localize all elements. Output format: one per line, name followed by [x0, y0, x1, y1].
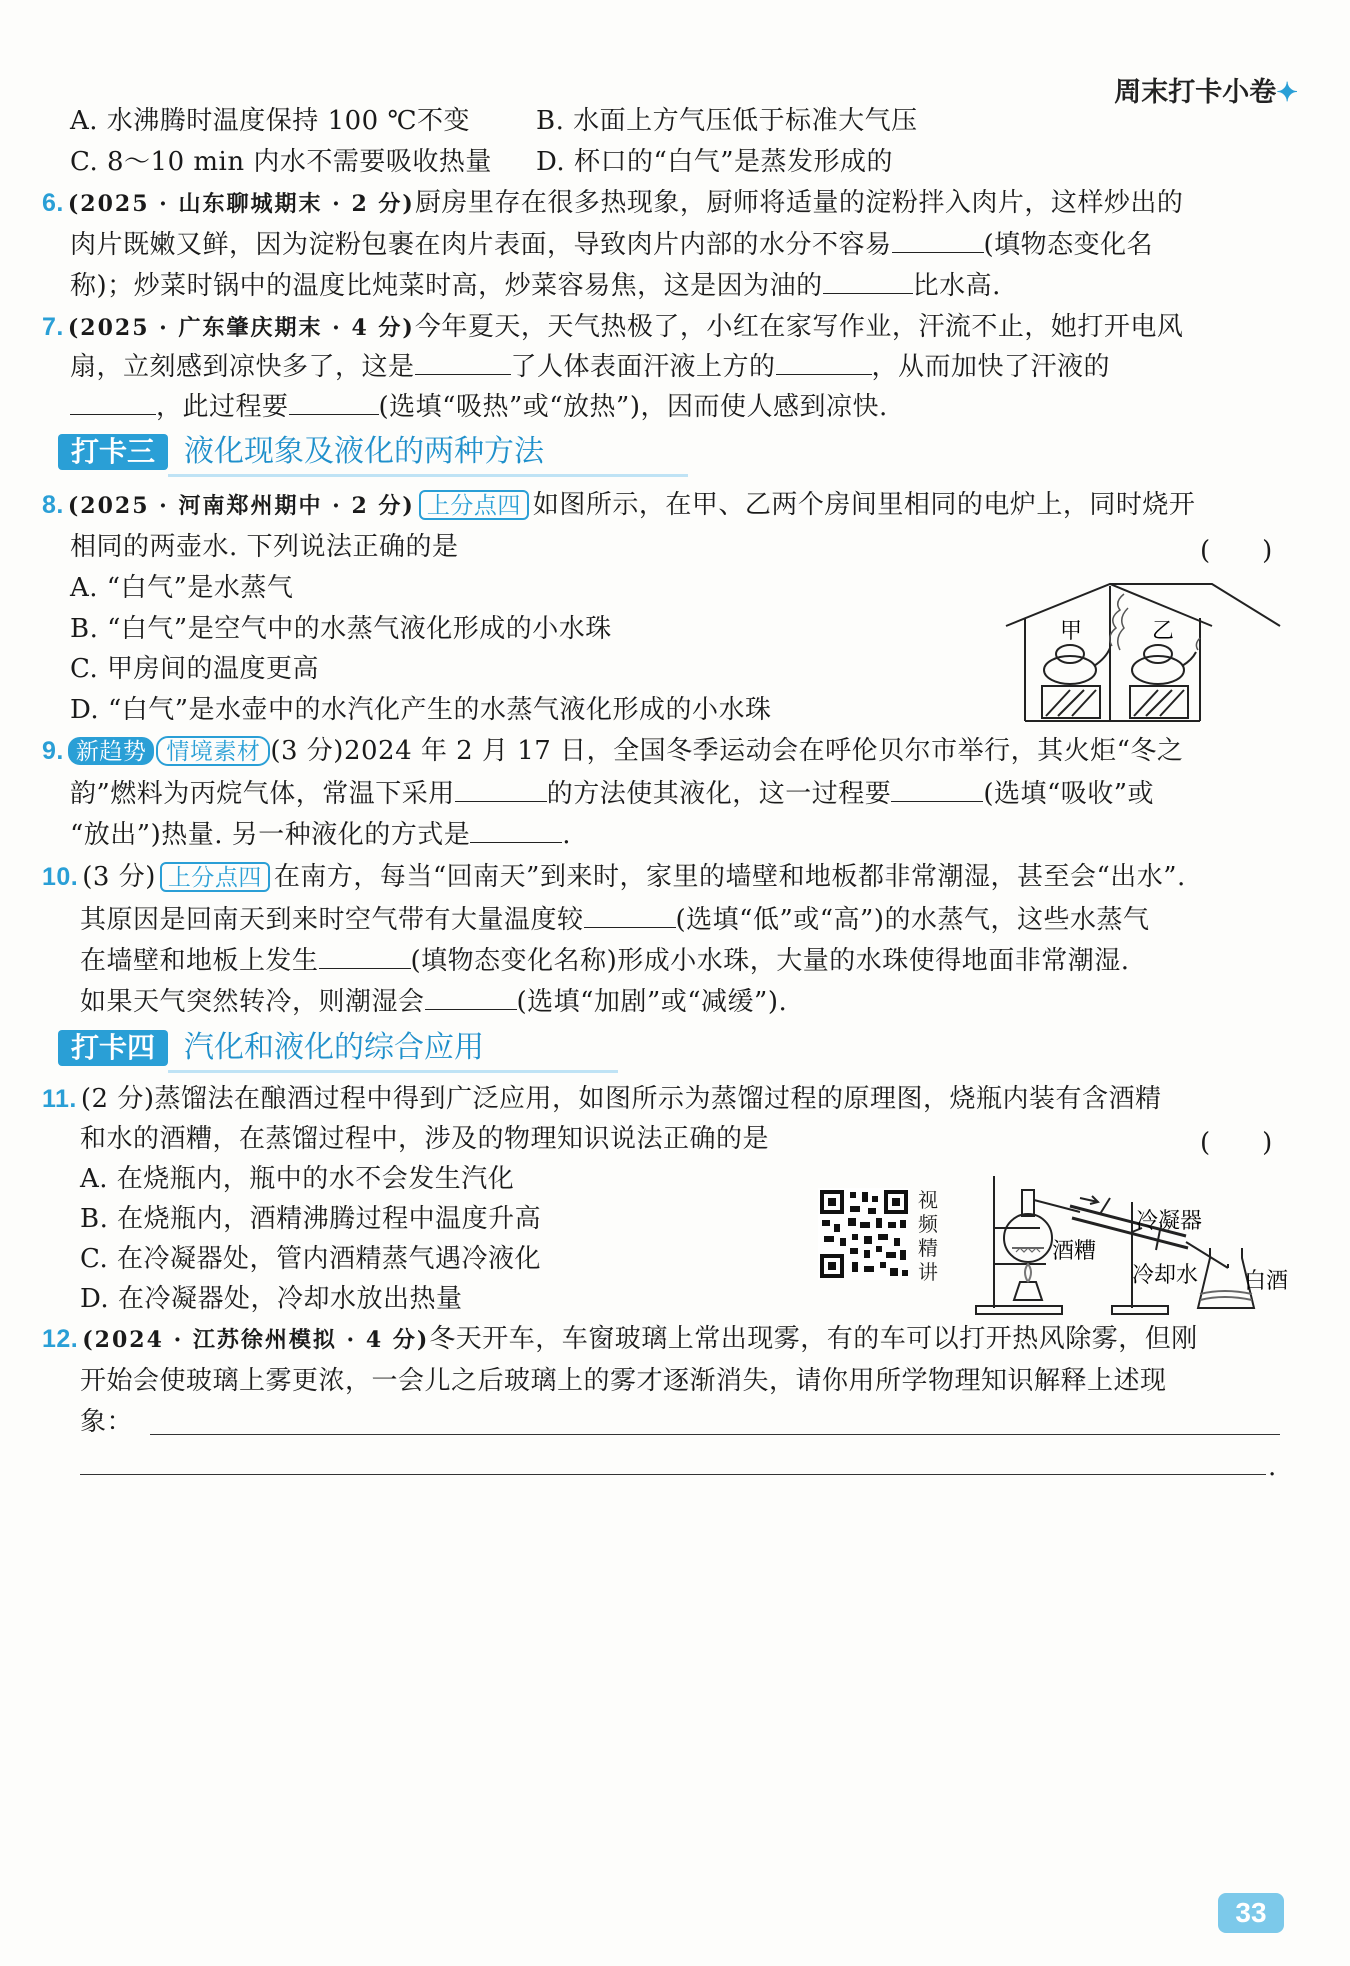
q5-option-b: B. 水面上方气压低于标准大气压	[536, 106, 918, 136]
q11-line-2: 和水的酒糟，在蒸馏过程中，涉及的物理知识说法正确的是	[80, 1124, 770, 1154]
q9-blank-1[interactable]	[455, 777, 547, 802]
qr-caption-char: 视	[918, 1188, 938, 1212]
q9-blank-3[interactable]	[470, 818, 562, 843]
q11-text-1: (2 分)蒸馏法在酿酒过程中得到广泛应用，如图所示为蒸馏过程的原理图，烧瓶内装有含酒精	[80, 1084, 1162, 1114]
fig-label-cooling-water: 冷却水	[1132, 1263, 1199, 1288]
qr-caption-char: 精	[918, 1236, 938, 1260]
q9-number: 9.	[42, 737, 64, 765]
page-number: 33	[1218, 1893, 1284, 1933]
q5-option-c: C. 8～10 min 内水不需要吸收热量	[70, 147, 492, 177]
q6-line-3	[70, 269, 1001, 303]
fig-label-yi: 乙	[1152, 619, 1175, 644]
alcohol-burner	[1014, 1282, 1042, 1300]
q10-blank-1[interactable]	[584, 903, 676, 928]
q12-line-2: 开始会使玻璃上雾更浓，一会儿之后玻璃上的雾才逐渐消失，请你用所学物理知识解释上述现	[80, 1366, 1167, 1396]
q11-option-d: D. 在冷凝器处，冷却水放出热量	[80, 1284, 463, 1314]
q9-tag-trend: 新趋势	[68, 737, 155, 765]
q6-line-1	[42, 186, 1183, 221]
q12-number: 12.	[42, 1325, 79, 1353]
q12-line-1	[42, 1322, 1198, 1357]
q10-tag: 上分点四	[160, 862, 270, 892]
q7-text-1: 今年夏天，天气热极了，小红在家写作业，汗流不止，她打开电风	[414, 312, 1184, 342]
q7-text-3a: ，此过程要	[156, 392, 289, 422]
q6-number: 6.	[42, 189, 64, 217]
q11-option-a: A. 在烧瓶内，瓶中的水不会发生汽化	[80, 1164, 515, 1194]
q10-line-4	[80, 985, 787, 1019]
q7-text-2a: 扇，立刻感到凉快多了，这是	[70, 352, 415, 382]
q11-line-1	[42, 1082, 1161, 1116]
q8-option-b: B. “白气”是空气中的水蒸气液化形成的小水珠	[70, 614, 612, 644]
header-title-text: 周末打卡小卷	[1114, 77, 1277, 107]
q10-points: (3 分)	[82, 862, 156, 892]
q9-text-2c: (选填“吸收”或	[983, 779, 1155, 809]
q10-text-1: 在南方，每当“回南天”到来时，家里的墙壁和地板都非常潮湿，甚至会“出水”.	[273, 862, 1186, 892]
q6-text-2b: (填物态变化名	[983, 230, 1154, 260]
q10-blank-3[interactable]	[425, 985, 517, 1010]
q6-text-3a: 称)；炒菜时锅中的温度比炖菜时高，炒菜容易焦，这是因为油的	[70, 271, 823, 301]
fig-label-mash: 酒糟	[1052, 1239, 1097, 1264]
q8-option-c: C. 甲房间的温度更高	[70, 654, 319, 684]
page-header-title	[1114, 70, 1298, 109]
q10-text-2a: 其原因是回南天到来时空气带有大量温度较	[80, 905, 584, 935]
q6-blank-2[interactable]	[823, 269, 913, 294]
q7-text-3b: (选填“吸热”或“放热”)，因而使人感到凉快.	[378, 392, 888, 422]
q10-text-2b: (选填“低”或“高”)的水蒸气，这些水蒸气	[675, 905, 1150, 935]
q9-text-2a: 韵”燃料为丙烷气体，常温下采用	[70, 779, 455, 809]
q8-text-1: 如图所示，在甲、乙两个房间里相同的电炉上，同时烧开	[532, 490, 1196, 520]
fig-label-jia: 甲	[1060, 619, 1083, 644]
q12-line-3: 象：	[80, 1407, 134, 1437]
q6-text-2a: 肉片既嫩又鲜，因为淀粉包裹在肉片表面，导致肉片内部的水分不容易	[70, 230, 892, 260]
qr-caption-char: 频	[918, 1212, 938, 1236]
section-4-title: 汽化和液化的综合应用	[184, 1031, 484, 1064]
q8-option-a: A. “白气”是水蒸气	[70, 573, 294, 603]
q11-option-b: B. 在烧瓶内，酒精沸腾过程中温度升高	[80, 1204, 542, 1234]
q11-number: 11.	[42, 1085, 77, 1113]
section-3-badge: 打卡三	[58, 434, 168, 470]
q8-tag: 上分点四	[419, 490, 529, 520]
qr-caption-char: 讲	[918, 1260, 938, 1284]
q7-line-2	[70, 350, 1110, 384]
q9-line-2	[70, 777, 1154, 811]
q6-blank-1[interactable]	[892, 228, 984, 253]
q9-text-3a: “放出”)热量. 另一种液化的方式是	[70, 820, 471, 850]
q11-option-c: C. 在冷凝器处，管内酒精蒸气遇冷液化	[80, 1244, 541, 1274]
q8-answer-paren[interactable]: ( )	[1200, 536, 1273, 566]
q8-number: 8.	[42, 491, 64, 519]
section-3-title: 液化现象及液化的两种方法	[184, 435, 544, 468]
qr-code-icon[interactable]	[818, 1188, 910, 1280]
q5-option-d: D. 杯口的“白气”是蒸发形成的	[536, 147, 894, 177]
q8-source: (2025 · 河南郑州期中 · 2 分)	[67, 493, 415, 519]
q11-distillation-figure	[960, 1168, 1290, 1320]
kettle-left	[1044, 656, 1096, 684]
q12-source: (2024 · 江苏徐州模拟 · 4 分)	[82, 1327, 430, 1353]
q7-blank-3[interactable]	[70, 390, 156, 415]
q8-house-figure	[1000, 576, 1290, 726]
q12-answer-line-2[interactable]	[80, 1474, 1266, 1475]
section-4-underline	[168, 1070, 618, 1073]
q6-text-1: 厨房里存在很多热现象，厨师将适量的淀粉拌入肉片，这样炒出的	[414, 188, 1184, 218]
fig-label-liquor: 白酒	[1244, 1269, 1289, 1294]
q9-blank-2[interactable]	[891, 777, 983, 802]
q9-line-1	[42, 734, 1183, 768]
flask-neck	[1022, 1190, 1034, 1216]
q7-line-3	[70, 390, 888, 424]
q6-line-2	[70, 228, 1153, 262]
q11-answer-paren[interactable]: ( )	[1200, 1128, 1273, 1158]
q9-text-1: (3 分)2024 年 2 月 17 日，全国冬季运动会在呼伦贝尔市举行，其火炬“冬之	[270, 736, 1184, 766]
q7-line-1	[42, 310, 1183, 345]
section-3-underline	[168, 474, 688, 477]
q7-text-2c: ，从而加快了汗液的	[871, 352, 1111, 382]
q10-text-4b: (选填“加剧”或“减缓”).	[516, 987, 788, 1017]
sparkle-icon: ✦	[1276, 77, 1298, 107]
q10-text-3b: (填物态变化名称)形成小水珠，大量的水珠使得地面非常潮湿.	[410, 946, 1130, 976]
q8-option-d: D. “白气”是水壶中的水汽化产生的水蒸气液化形成的小水珠	[70, 695, 772, 725]
q10-text-4a: 如果天气突然转冷，则潮湿会	[80, 987, 425, 1017]
fig-label-condenser: 冷凝器	[1136, 1209, 1203, 1234]
q12-text-1: 冬天开车，车窗玻璃上常出现雾，有的车可以打开热风除雾，但刚	[429, 1324, 1198, 1354]
q10-line-1	[42, 860, 1186, 894]
q5-option-a: A. 水沸腾时温度保持 100 ℃不变	[70, 106, 471, 136]
q8-line-2: 相同的两壶水. 下列说法正确的是	[70, 532, 459, 562]
q10-blank-2[interactable]	[319, 944, 411, 969]
q9-text-2b: 的方法使其液化，这一过程要	[546, 779, 892, 809]
q7-source: (2025 · 广东肇庆期末 · 4 分)	[67, 315, 415, 341]
q7-blank-2[interactable]	[776, 350, 872, 375]
kettle-right	[1132, 656, 1184, 684]
q8-line-1	[42, 488, 1195, 523]
q7-blank-4[interactable]	[289, 390, 379, 415]
q6-source: (2025 · 山东聊城期末 · 2 分)	[67, 191, 415, 217]
q12-answer-line-1[interactable]	[150, 1434, 1280, 1435]
q12-end-period: .	[1268, 1452, 1277, 1482]
q7-text-2b: 了人体表面汗液上方的	[510, 352, 776, 382]
q10-line-3	[80, 944, 1130, 978]
qr-caption	[918, 1188, 944, 1284]
q10-text-3a: 在墙壁和地板上发生	[80, 946, 319, 976]
q10-line-2	[80, 903, 1149, 937]
q9-line-3	[70, 818, 571, 852]
q6-text-3b: 比水高.	[912, 271, 1001, 301]
q10-number: 10.	[42, 863, 79, 891]
q7-number: 7.	[42, 313, 64, 341]
q9-text-3b: .	[562, 820, 572, 850]
flask-body	[1004, 1214, 1052, 1262]
q9-tag-context: 情境素材	[156, 736, 270, 766]
q7-blank-1[interactable]	[415, 350, 511, 375]
section-4-badge: 打卡四	[58, 1030, 168, 1066]
